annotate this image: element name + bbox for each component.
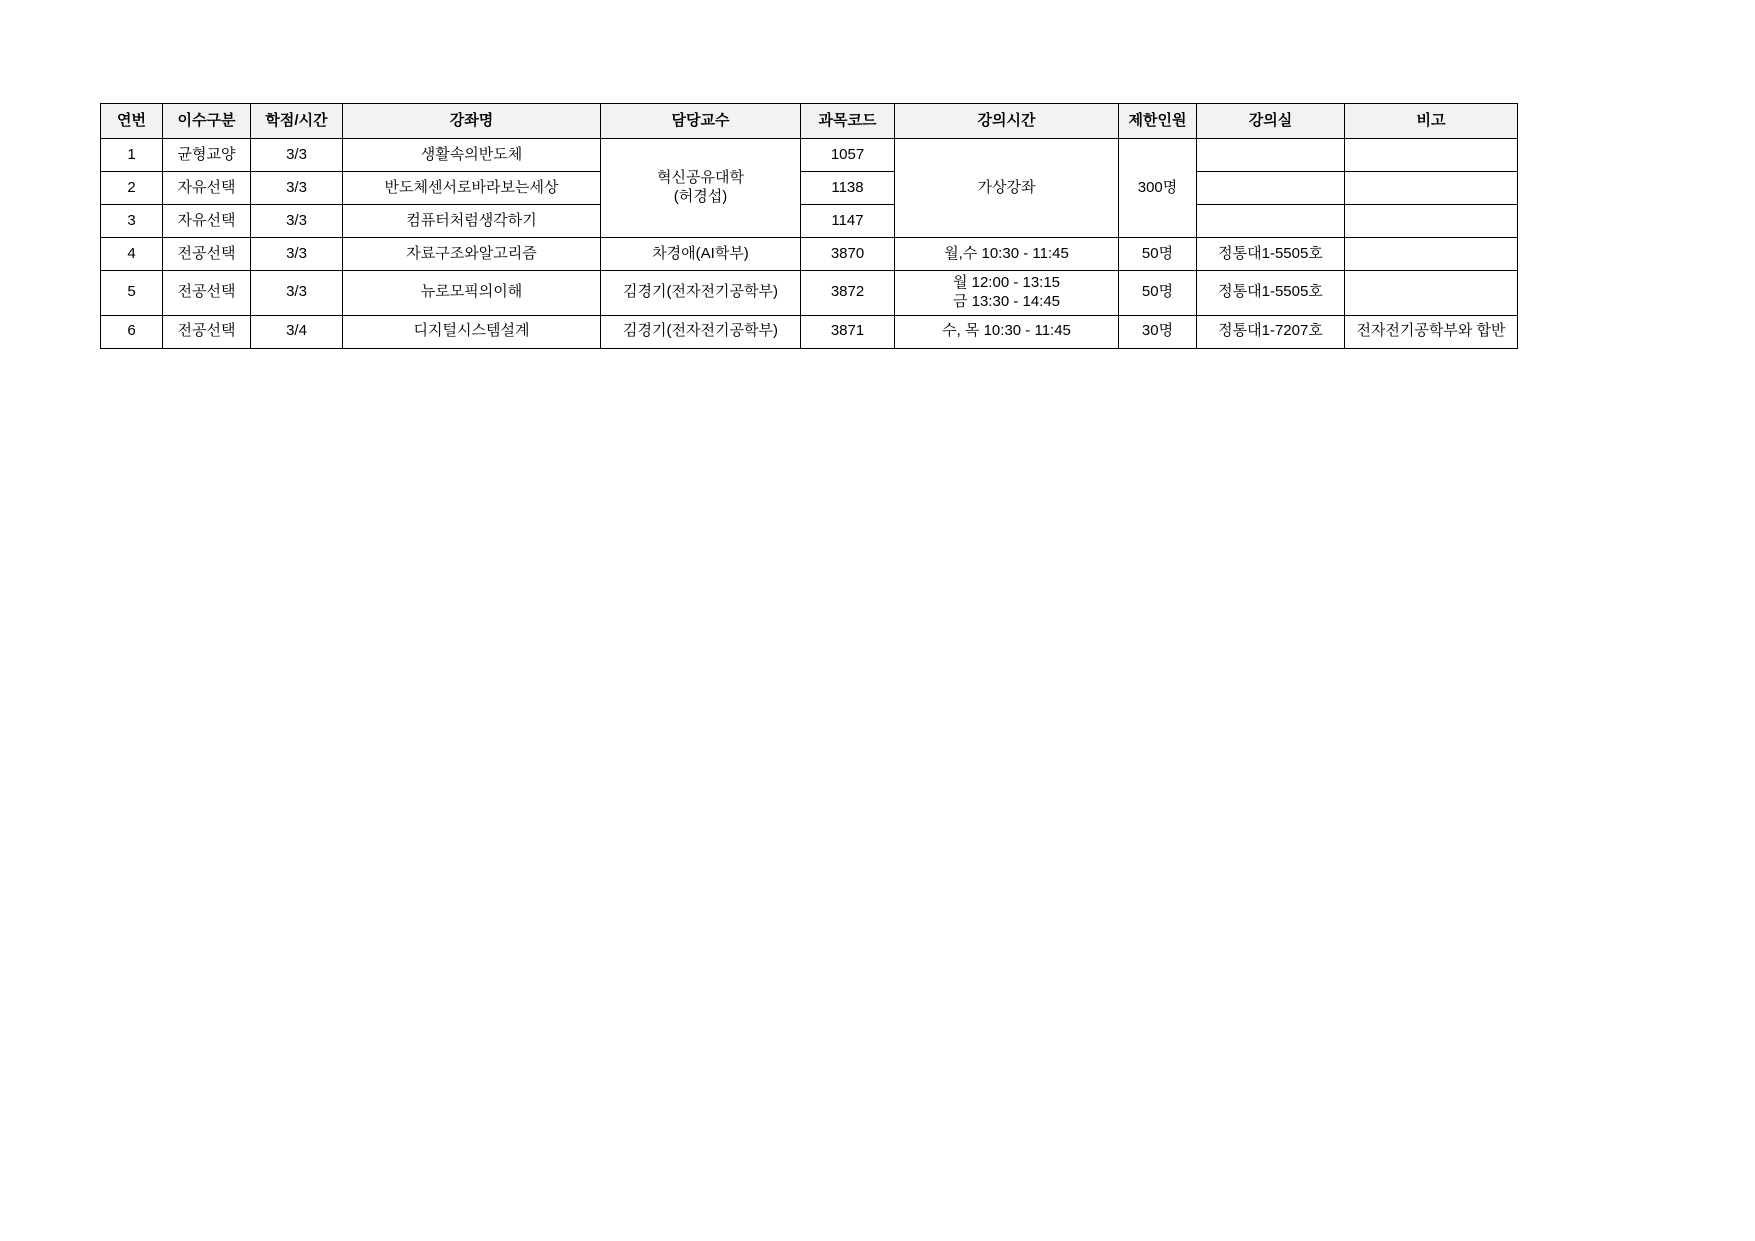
- cell-credit: 3/3: [251, 271, 343, 316]
- cell-code: 3872: [801, 271, 895, 316]
- cell-no: 3: [101, 205, 163, 238]
- cell-credit: 3/3: [251, 172, 343, 205]
- cell-title: 컴퓨터처럼생각하기: [343, 205, 601, 238]
- column-header-title: 강좌명: [343, 104, 601, 139]
- cell-type: 전공선택: [163, 315, 251, 348]
- cell-credit: 3/3: [251, 139, 343, 172]
- column-header-limit: 제한인원: [1119, 104, 1197, 139]
- cell-no: 5: [101, 271, 163, 316]
- cell-note: [1345, 172, 1518, 205]
- course-table: [100, 103, 1518, 349]
- cell-note: [1345, 205, 1518, 238]
- table-body: [101, 139, 1518, 349]
- cell-time-merged: 가상강좌: [895, 139, 1119, 238]
- column-header-code: 과목코드: [801, 104, 895, 139]
- cell-time: 월,수 10:30 - 11:45: [895, 238, 1119, 271]
- column-header-room: 강의실: [1197, 104, 1345, 139]
- cell-title: 자료구조와알고리즘: [343, 238, 601, 271]
- cell-professor: 김경기(전자전기공학부): [601, 315, 801, 348]
- cell-professor-merged: [601, 139, 801, 238]
- cell-type: 균형교양: [163, 139, 251, 172]
- table-row: [101, 205, 1518, 238]
- cell-limit-merged: 300명: [1119, 139, 1197, 238]
- column-header-time: 강의시간: [895, 104, 1119, 139]
- cell-title: 뉴로모픽의이해: [343, 271, 601, 316]
- cell-limit: 30명: [1119, 315, 1197, 348]
- cell-professor: 김경기(전자전기공학부): [601, 271, 801, 316]
- cell-room: 정통대1-5505호: [1197, 271, 1345, 316]
- column-header-professor: 담당교수: [601, 104, 801, 139]
- table-row: [101, 271, 1518, 316]
- cell-note: [1345, 139, 1518, 172]
- cell-professor-line1: 혁신공유대학: [657, 169, 744, 187]
- cell-room: [1197, 205, 1345, 238]
- table-row: [101, 139, 1518, 172]
- cell-note: [1345, 271, 1518, 316]
- table-header-row: [101, 104, 1518, 139]
- column-header-note: 비고: [1345, 104, 1518, 139]
- cell-credit: 3/3: [251, 205, 343, 238]
- cell-professor-line2: (허경섭): [673, 188, 728, 205]
- table-header: [101, 104, 1518, 139]
- cell-title: 디지털시스템설계: [343, 315, 601, 348]
- column-header-credit: 학점/시간: [251, 104, 343, 139]
- course-table-container: [100, 103, 1506, 349]
- cell-limit: 50명: [1119, 238, 1197, 271]
- table-row: [101, 172, 1518, 205]
- cell-title: 생활속의반도체: [343, 139, 601, 172]
- table-row: [101, 315, 1518, 348]
- cell-type: 전공선택: [163, 271, 251, 316]
- cell-time-line1: 월 12:00 - 13:15: [952, 274, 1061, 291]
- cell-no: 1: [101, 139, 163, 172]
- cell-limit: 50명: [1119, 271, 1197, 316]
- cell-note: [1345, 238, 1518, 271]
- cell-no: 6: [101, 315, 163, 348]
- table-row: [101, 238, 1518, 271]
- cell-time-line2: 금 13:30 - 14:45: [952, 292, 1061, 310]
- cell-code: 1057: [801, 139, 895, 172]
- cell-no: 2: [101, 172, 163, 205]
- cell-time: 수, 목 10:30 - 11:45: [895, 315, 1119, 348]
- column-header-type: 이수구분: [163, 104, 251, 139]
- cell-code: 3870: [801, 238, 895, 271]
- cell-room: 정통대1-7207호: [1197, 315, 1345, 348]
- cell-type: 전공선택: [163, 238, 251, 271]
- cell-professor: 차경애(AI학부): [601, 238, 801, 271]
- cell-room: [1197, 139, 1345, 172]
- cell-title: 반도체센서로바라보는세상: [343, 172, 601, 205]
- column-header-no: 연번: [101, 104, 163, 139]
- cell-time: [895, 271, 1119, 316]
- cell-type: 자유선택: [163, 205, 251, 238]
- cell-credit: 3/4: [251, 315, 343, 348]
- cell-credit: 3/3: [251, 238, 343, 271]
- cell-type: 자유선택: [163, 172, 251, 205]
- cell-code: 1138: [801, 172, 895, 205]
- cell-room: 정통대1-5505호: [1197, 238, 1345, 271]
- cell-note: 전자전기공학부와 합반: [1345, 315, 1518, 348]
- cell-room: [1197, 172, 1345, 205]
- cell-code: 1147: [801, 205, 895, 238]
- cell-code: 3871: [801, 315, 895, 348]
- cell-no: 4: [101, 238, 163, 271]
